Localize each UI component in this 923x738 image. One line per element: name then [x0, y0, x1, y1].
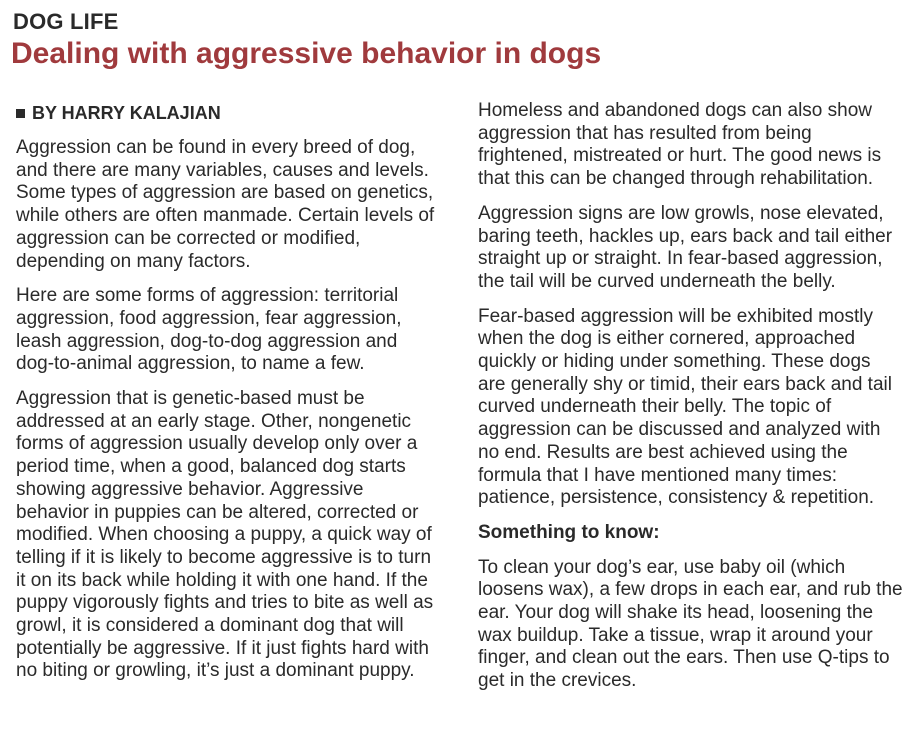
paragraph: Homeless and abandoned dogs can also show aggression that has resulted from being frightened, mistreated or hurt. The good news is that this can be changed through rehabilitation.	[478, 100, 882, 190]
paragraph: Aggression that is genetic-based must be addressed at an early stage. Other, nongenetic forms of aggression usually develop only over a period time, when a good, balanced dog starts showing aggressive behavior. Aggressive behavior in puppies can be altered, corrected or modified. When choosing a puppy, a quick way of telling if it is likely to become aggressive is to turn it on its back while holding it with one hand. If the puppy vigorously fights and tries to bite as well as growl, it is considered a dominant dog that will potentially be aggressive. If it just fights hard with no biting or growling, it’s just a dominant puppy.	[16, 388, 434, 682]
bullet-square-icon	[16, 109, 25, 118]
article-column-right	[478, 100, 903, 705]
article-column-left	[16, 102, 436, 695]
headline: Dealing with aggressive behavior in dogs	[11, 37, 602, 70]
tip-heading: Something to know:	[478, 521, 660, 543]
paragraph: Here are some forms of aggression: territorial aggression, food aggression, fear aggression, leash aggression, dog-to-dog aggression and dog-to-animal aggression, to name a few.	[16, 285, 402, 375]
paragraph: Aggression signs are low growls, nose elevated, baring teeth, hackles up, ears back and tail either straight up or straight. In fear-based aggression, the tail will be curved underneath the belly.	[478, 202, 893, 292]
byline-text: BY HARRY KALAJIAN	[32, 103, 221, 123]
byline	[16, 102, 436, 124]
paragraph: Fear-based aggression will be exhibited mostly when the dog is either cornered, approached quickly or hiding under something. These dogs are generally shy or timid, their ears back and tail curved underneath their belly. The topic of aggression can be discussed and analyzed with no end. Results are best achieved using the formula that I have mentioned many times: patience, persistence, consistency & repetition.	[478, 305, 892, 509]
section-label: DOG LIFE	[13, 9, 119, 34]
paragraph: Aggression can be found in every breed of dog, and there are many variables, causes and levels. Some types of aggression are based on genetics, while others are often manmade. Certain levels of aggression can be corrected or modified, depending on many factors.	[16, 137, 435, 272]
tip-text: To clean your dog’s ear, use baby oil (which loosens wax), a few drops in each ear, and rub the ear. Your dog will shake its head, loosening the wax buildup. Take a tissue, wrap it around your finger, and clean out the ears. Then use Q-tips to get in the crevices.	[478, 556, 903, 692]
